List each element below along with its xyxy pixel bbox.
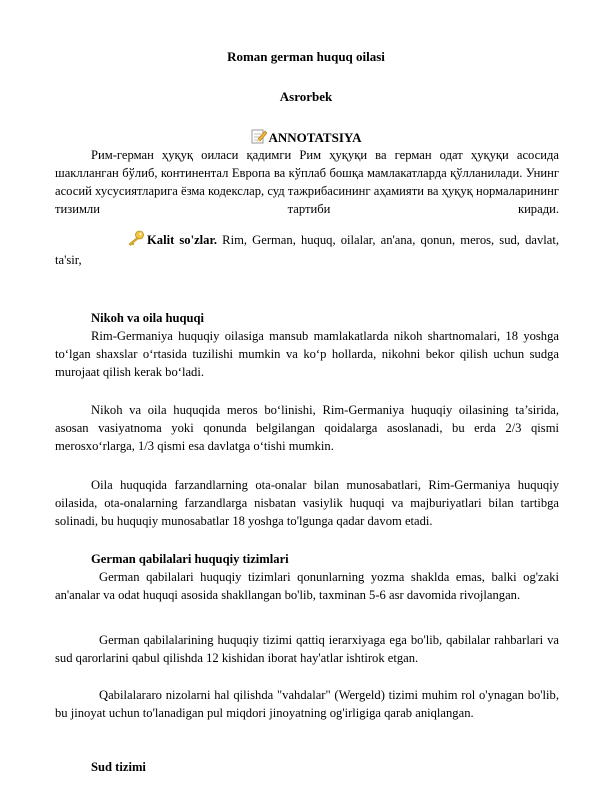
document-author: Asrorbek [279, 89, 333, 104]
paragraph-german-2: German qabilalarining huquqiy tizimi qattiq ierarxiyaga ega bo'lib, qabilalar rahbarlari va sud qarorlarini qabul qilishda 12 kishidan iborat hay'atlar ishtirok etgan. [55, 633, 559, 665]
document-title: Roman german huquq oilasi [227, 49, 385, 64]
paragraph-nikoh-3: Oila huquqida farzandlarning ota-onalar bilan munosabatlari, Rim-Germaniya huquqiy oilasida, ota-onalarning farzandlarga nisbatan vasiylik huquqi va majburiyatlari bilan tartibga solinadi, bu huquqiy munosabatlar 18 yoshga to'lgunga qadar davom etadi. [55, 478, 559, 528]
section-heading-german: German qabilalari huquqiy tizimlari [91, 552, 289, 566]
paragraph-nikoh-2: Nikoh va oila huquqida meros bo‘linishi, Rim-Germaniya huquqiy oilasining ta’sirida, asosan vasiyatnoma yoki qonunda belgilangan qoidalarga asoslanadi, bu erda 2/3 qismi merosxo‘rlarga, 1/3 qismi esa davlatga o‘tishi mumkin. [55, 403, 559, 453]
section-heading-nikoh: Nikoh va oila huquqi [91, 311, 205, 325]
keywords-paragraph [55, 230, 559, 269]
paragraph-german-3: Qabilalararo nizolarni hal qilishda "vahdalar" (Wergeld) tizimi muhim rol o'ynagan bo'lib, bu jinoyat uchun to'lanadigan pul miqdori jinoyatning og'irligiga qarab aniqlangan. [55, 688, 559, 720]
keywords-text: Rim, German, huquq, oilalar, an'ana, qonun, meros, sud, davlat, ta'sir, [55, 233, 559, 267]
keywords-label: Kalit so'zlar. [147, 233, 218, 247]
paragraph-nikoh-1: Rim-Germaniya huquqiy oilasiga mansub mamlakatlarda nikoh shartnomalari, 18 yoshga to‘lgan shaxslar o‘rtasida tuzilishi mumkin va ko‘p hollarda, nikohni bekor qilish uchun sudga murojaat qilish kerak bo‘ladi. [55, 329, 559, 379]
key-icon [91, 230, 145, 251]
paragraph-german-1: German qabilalari huquqiy tizimlari qonunlarning yozma shaklda emas, balki og'zaki an'analar va odat huquqi asosida shakllangan bo'lib, taxminan 5-6 asr davomida rivojlangan. [55, 570, 559, 602]
annotation-heading: ANNOTATSIYA [268, 130, 362, 145]
section-heading-sud: Sud tizimi [91, 760, 146, 774]
annotation-text: Рим-герман ҳуқуқ оиласи қадимги Рим ҳуқуқи ва герман одат ҳуқуқи асосида шаклланган бўлиб, континентал Европа ва кўплаб бошқа мамлакатларда қўлланилади. Унинг асосий хусусиятларига ёзма кодекслар, суд тажрибасининг аҳамияти ва ҳуқуқ нормаларининг тизимли тартиби киради. [55, 148, 559, 216]
